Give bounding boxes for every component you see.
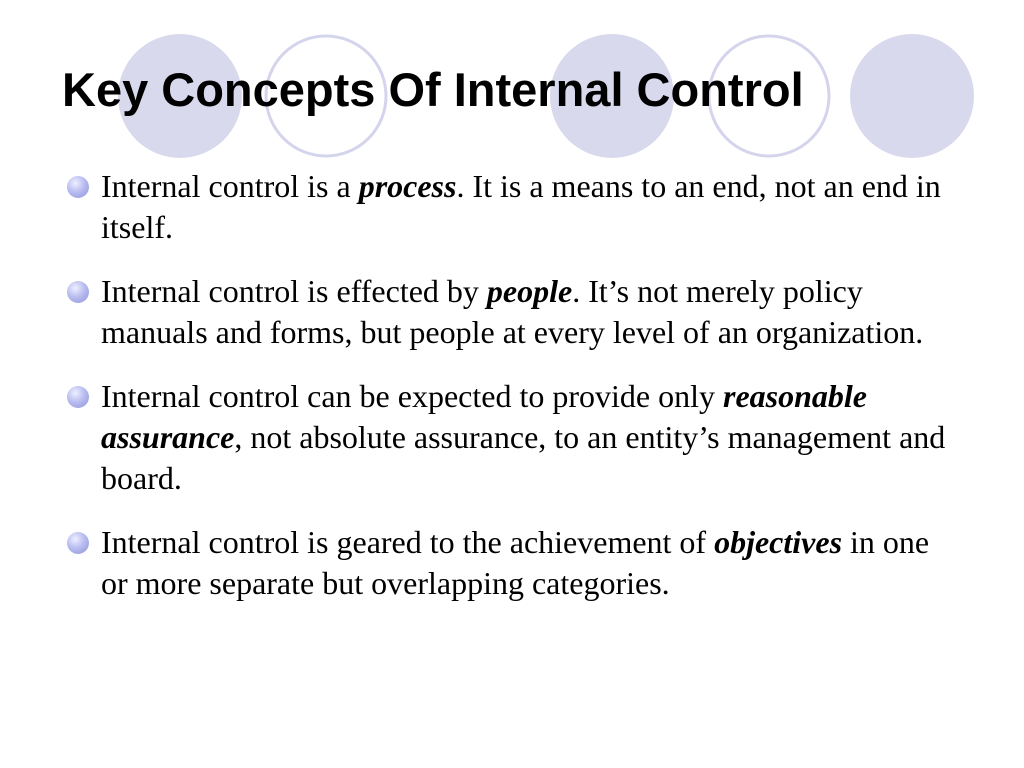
bullet-emphasis: people xyxy=(486,273,573,309)
bullet-text-before: Internal control is geared to the achievement of xyxy=(101,524,715,560)
bullet-dot-icon xyxy=(67,532,89,554)
bullet-emphasis: process xyxy=(358,168,457,204)
bullet-list xyxy=(66,166,946,627)
slide-title: Key Concepts Of Internal Control xyxy=(62,63,804,116)
bullet-item-objectives xyxy=(66,522,946,604)
bullet-item-process xyxy=(66,166,946,248)
bullet-emphasis: reasonable assurance xyxy=(101,378,867,455)
bullet-text-before: Internal control is a xyxy=(101,168,359,204)
bullet-dot-icon xyxy=(67,176,89,198)
bullet-item-reasonable-assurance xyxy=(66,376,946,499)
bullet-text-before: Internal control can be expected to provide only xyxy=(101,378,723,414)
bullet-item-people xyxy=(66,271,946,353)
decor-circle-filled-3 xyxy=(850,34,974,158)
bullet-text-before: Internal control is effected by xyxy=(101,273,487,309)
bullet-dot-icon xyxy=(67,386,89,408)
bullet-dot-icon xyxy=(67,281,89,303)
bullet-text-after: . It’s not merely policy manuals and forms, but people at every level of an organization. xyxy=(101,273,924,350)
bullet-text-after: , not absolute assurance, to an entity’s management and board. xyxy=(101,419,946,496)
bullet-text-after: in one or more separate but overlapping categories. xyxy=(101,524,930,601)
bullet-emphasis: objectives xyxy=(714,524,843,560)
bullet-text-after: . It is a means to an end, not an end in itself. xyxy=(101,168,941,245)
